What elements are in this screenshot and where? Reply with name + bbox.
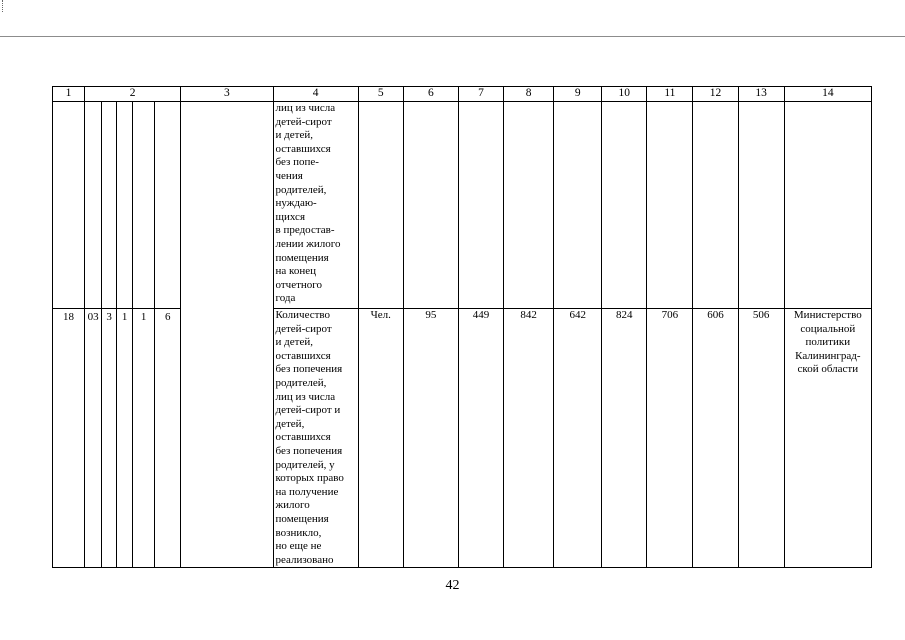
col-header-1: 1	[53, 87, 85, 102]
value-cell: 506	[738, 309, 784, 568]
responsible-org: Министерство социальной политики Калининград- ской области	[784, 309, 871, 568]
header-rule	[0, 36, 905, 37]
value-cell: 606	[693, 309, 738, 568]
code-cell	[102, 102, 117, 309]
col-header-9: 9	[554, 87, 602, 102]
indicator-table	[52, 86, 872, 568]
code-cell: 3	[102, 309, 117, 568]
table-row	[53, 309, 872, 568]
code-cell	[133, 102, 155, 309]
page-number: 42	[445, 578, 460, 593]
code-cell: 03	[85, 309, 102, 568]
col-header-6: 6	[403, 87, 458, 102]
value-cell: 842	[504, 309, 554, 568]
col-header-8: 8	[504, 87, 554, 102]
code-cell: 1	[117, 309, 133, 568]
scan-edge-mark	[2, 0, 5, 12]
value-cell	[738, 102, 784, 309]
col-header-4: 4	[273, 87, 358, 102]
unit-cell: Чел.	[358, 309, 403, 568]
row-number: 18	[53, 309, 85, 568]
col-header-7: 7	[458, 87, 503, 102]
code-cell: 6	[155, 309, 181, 568]
col-header-13: 13	[738, 87, 784, 102]
value-cell: 95	[403, 309, 458, 568]
code-cell	[117, 102, 133, 309]
value-cell	[504, 102, 554, 309]
col-header-3: 3	[181, 87, 273, 102]
value-cell	[647, 102, 693, 309]
value-cell: 449	[458, 309, 503, 568]
value-cell	[403, 102, 458, 309]
unit-cell	[358, 102, 403, 309]
indicator-name: Количество детей-сирот и детей, оставшихся без попечения родителей, лиц из числа детей-сирот и детей, оставшихся без попечения родителей, у которых право на получение жилого помещения возникло, но еще не реализовано	[273, 309, 358, 568]
indicator-name: лиц из числа детей-сирот и детей, оставшихся без попе- чения родителей, нуждаю- щихся в предостав- лении жилого помещения на конец отчетного года	[273, 102, 358, 309]
col-header-14: 14	[784, 87, 871, 102]
code-cell: 1	[133, 309, 155, 568]
col-header-5: 5	[358, 87, 403, 102]
value-cell	[554, 102, 602, 309]
responsible-org	[784, 102, 871, 309]
value-cell	[693, 102, 738, 309]
code-cell	[85, 102, 102, 309]
value-cell: 706	[647, 309, 693, 568]
col-header-10: 10	[602, 87, 647, 102]
value-cell: 824	[602, 309, 647, 568]
col-header-2: 2	[85, 87, 181, 102]
table-row	[53, 102, 872, 309]
value-cell	[602, 102, 647, 309]
column-number-row	[53, 87, 872, 102]
column-3-cell	[181, 102, 273, 568]
code-cell	[155, 102, 181, 309]
col-header-12: 12	[693, 87, 738, 102]
row-number	[53, 102, 85, 309]
value-cell	[458, 102, 503, 309]
col-header-11: 11	[647, 87, 693, 102]
value-cell: 642	[554, 309, 602, 568]
